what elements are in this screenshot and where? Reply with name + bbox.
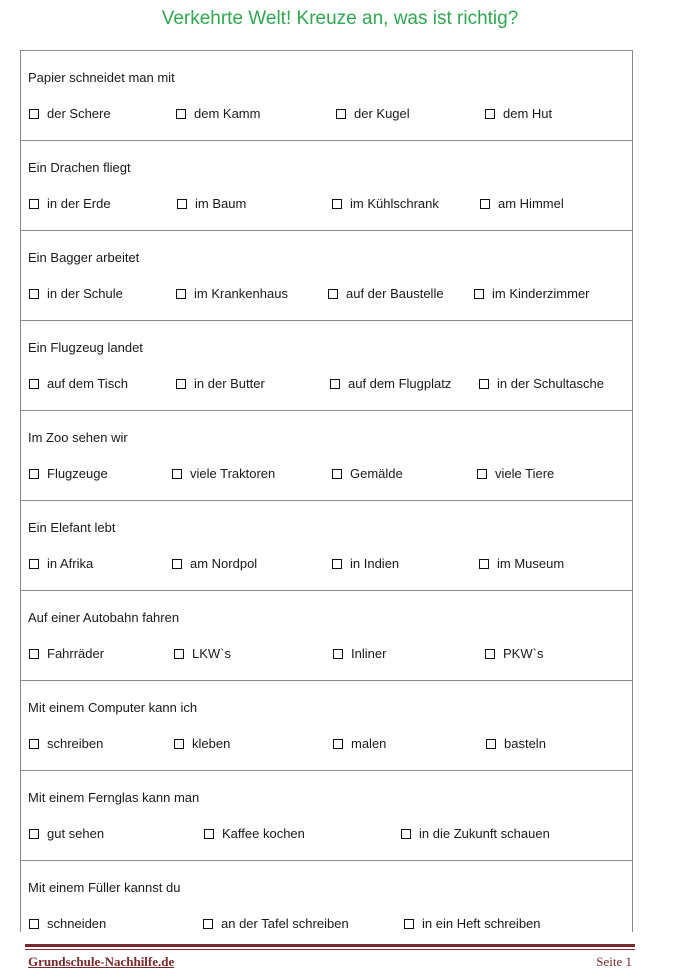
option-label: der Schere [47,106,111,121]
checkbox-icon[interactable] [29,829,39,839]
checkbox-icon[interactable] [172,469,182,479]
checkbox-icon[interactable] [176,379,186,389]
answer-option[interactable] [176,106,260,121]
checkbox-icon[interactable] [176,289,186,299]
question-text: Mit einem Computer kann ich [28,700,198,715]
answer-option[interactable] [174,736,230,751]
answer-option[interactable] [29,286,123,301]
option-label: Fahrräder [47,646,105,661]
answer-option[interactable] [333,646,386,661]
question-text: Mit einem Füller kannst du [28,880,181,895]
checkbox-icon[interactable] [401,829,411,839]
question-row [21,411,632,501]
answer-option[interactable] [333,736,386,751]
answer-option[interactable] [485,646,543,661]
answer-option[interactable] [29,376,128,391]
question-text: Ein Bagger arbeitet [28,250,140,265]
checkbox-icon[interactable] [474,289,484,299]
question-row [21,771,632,861]
question-text: Ein Flugzeug landet [28,340,143,355]
checkbox-icon[interactable] [330,379,340,389]
option-label: im Kinderzimmer [492,286,590,301]
checkbox-icon[interactable] [204,829,214,839]
checkbox-icon[interactable] [29,469,39,479]
option-label: am Himmel [498,196,564,211]
checkbox-icon[interactable] [328,289,338,299]
option-label: der Kugel [354,106,410,121]
question-row [21,591,632,681]
question-text: Ein Drachen fliegt [28,160,131,175]
checkbox-icon[interactable] [172,559,182,569]
checkbox-icon[interactable] [480,199,490,209]
footer-site-link[interactable]: Grundschule-Nachhilfe.de [28,954,175,969]
checkbox-icon[interactable] [479,379,489,389]
checkbox-icon[interactable] [486,739,496,749]
checkbox-icon[interactable] [29,739,39,749]
question-text: Mit einem Fernglas kann man [28,790,200,805]
checkbox-icon[interactable] [174,649,184,659]
checkbox-icon[interactable] [485,649,495,659]
question-text: Ein Elefant lebt [28,520,116,535]
option-label: an der Tafel schreiben [221,916,349,931]
question-row [21,501,632,591]
checkbox-icon[interactable] [29,559,39,569]
checkbox-icon[interactable] [29,289,39,299]
checkbox-icon[interactable] [29,379,39,389]
option-label: in der Erde [47,196,111,211]
option-label: in Afrika [47,556,94,571]
option-label: im Krankenhaus [194,286,288,301]
question-row [21,51,632,141]
answer-option[interactable] [204,826,305,841]
question-row [21,141,632,231]
option-label: schneiden [47,916,107,931]
question-table [20,50,633,932]
answer-option[interactable] [29,106,111,121]
answer-option[interactable] [29,466,108,481]
answer-option[interactable] [29,646,104,661]
answer-option[interactable] [336,106,410,121]
option-label: in Indien [350,556,400,571]
option-label: gut sehen [47,826,105,841]
answer-option[interactable] [29,736,103,751]
checkbox-icon[interactable] [29,109,39,119]
question-text: Auf einer Autobahn fahren [28,610,180,625]
answer-option[interactable] [29,196,111,211]
option-label: in der Schule [47,286,123,301]
option-label: auf dem Flugplatz [348,376,452,391]
option-label: Flugzeuge [47,466,108,481]
checkbox-icon[interactable] [332,199,342,209]
checkbox-icon[interactable] [485,109,495,119]
answer-option[interactable] [176,286,288,301]
option-label: dem Hut [503,106,553,121]
answer-option[interactable] [474,286,590,301]
answer-option[interactable] [479,376,604,391]
footer-page-number: Seite 1 [596,954,632,969]
answer-option[interactable] [332,466,403,481]
answer-option[interactable] [177,196,246,211]
answer-option[interactable] [174,646,231,661]
option-label: basteln [504,736,546,751]
option-label: schreiben [47,736,104,751]
option-label: kleben [192,736,231,751]
option-label: PKW`s [503,646,544,661]
checkbox-icon[interactable] [333,739,343,749]
answer-option[interactable] [486,736,546,751]
checkbox-icon[interactable] [29,919,39,929]
checkbox-icon[interactable] [333,649,343,659]
answer-option[interactable] [401,826,550,841]
worksheet-title: Verkehrte Welt! Kreuze an, was ist richtig? [161,8,519,29]
answer-option[interactable] [477,466,554,481]
answer-option[interactable] [485,106,552,121]
option-label: dem Kamm [194,106,261,121]
footer-divider-thick [25,944,635,947]
option-label: in der Schultasche [497,376,604,391]
checkbox-icon[interactable] [477,469,487,479]
answer-option[interactable] [330,376,451,391]
answer-option[interactable] [404,916,541,931]
footer-divider-thin [25,949,635,950]
option-label: im Museum [497,556,565,571]
option-label: Gemälde [350,466,403,481]
option-label: viele Tiere [495,466,555,481]
question-row [21,321,632,411]
answer-option[interactable] [172,556,257,571]
answer-option[interactable] [172,466,275,481]
option-label: auf dem Tisch [47,376,128,391]
answer-option[interactable] [29,556,93,571]
question-row [21,861,632,951]
question-row [21,231,632,321]
answer-option[interactable] [203,916,349,931]
checkbox-icon[interactable] [332,469,342,479]
answer-option[interactable] [328,286,444,301]
answer-option[interactable] [29,826,104,841]
answer-option[interactable] [480,196,564,211]
option-label: am Nordpol [190,556,258,571]
checkbox-icon[interactable] [336,109,346,119]
option-label: in der Butter [194,376,265,391]
option-label: auf der Baustelle [346,286,444,301]
checkbox-icon[interactable] [479,559,489,569]
option-label: im Kühlschrank [350,196,439,211]
question-text: Papier schneidet man mit [28,70,175,85]
question-row [21,681,632,771]
answer-option[interactable] [332,556,399,571]
option-label: Inliner [351,646,387,661]
option-label: in ein Heft schreiben [422,916,541,931]
answer-option[interactable] [332,196,439,211]
answer-option[interactable] [29,916,106,931]
checkbox-icon[interactable] [177,199,187,209]
checkbox-icon[interactable] [332,559,342,569]
question-text: Im Zoo sehen wir [28,430,128,445]
option-label: LKW`s [192,646,231,661]
checkbox-icon[interactable] [203,919,213,929]
option-label: malen [351,736,387,751]
option-label: viele Traktoren [190,466,276,481]
answer-option[interactable] [479,556,564,571]
option-label: Kaffee kochen [222,826,305,841]
checkbox-icon[interactable] [174,739,184,749]
answer-option[interactable] [176,376,265,391]
checkbox-icon[interactable] [29,199,39,209]
checkbox-icon[interactable] [176,109,186,119]
checkbox-icon[interactable] [29,649,39,659]
option-label: in die Zukunft schauen [419,826,550,841]
checkbox-icon[interactable] [404,919,414,929]
option-label: im Baum [195,196,247,211]
